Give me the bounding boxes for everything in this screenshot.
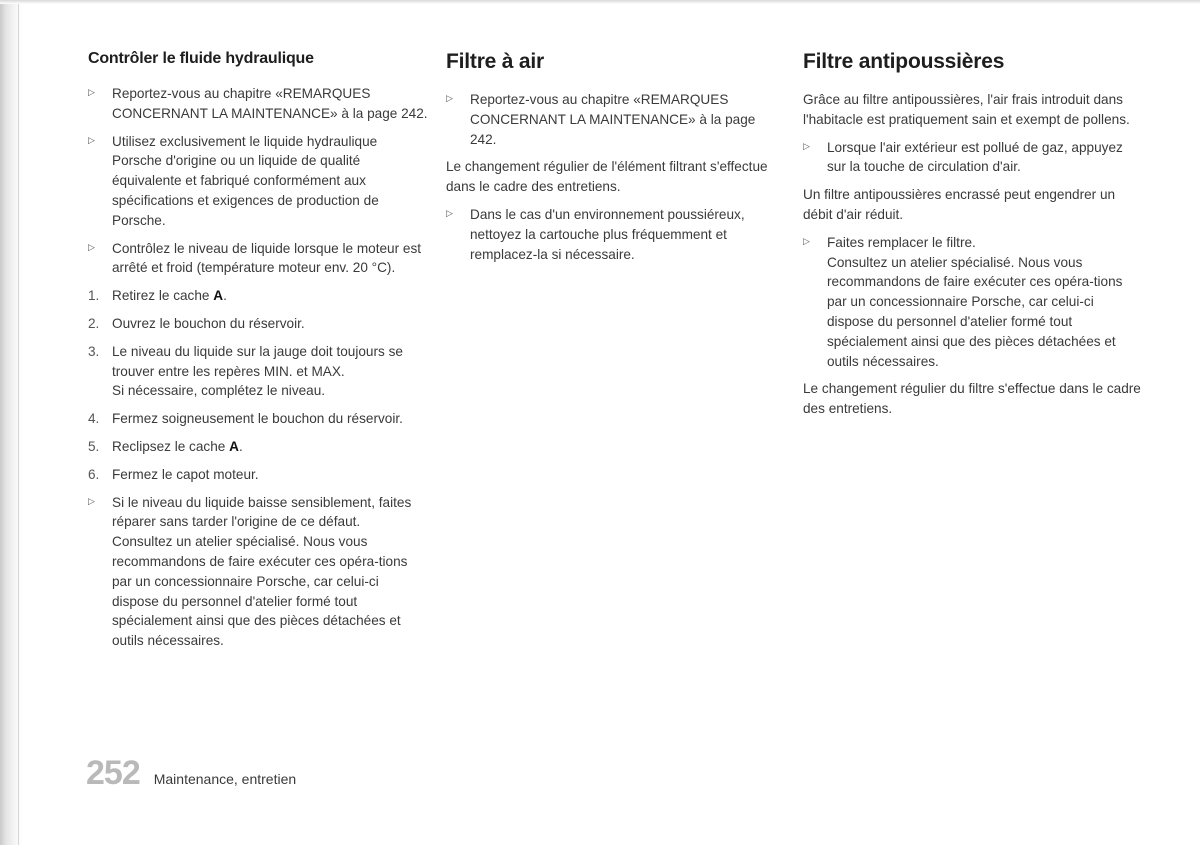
page-footer [86,750,296,790]
bullet-triangle-icon: ▷ [88,495,95,506]
bullet-continuation: Consultez un atelier spécialisé. Nous vous recommandons de faire exécuter ces opéra-tions par un concessionnaire Porsche, car celui-ci dispose du personnel d'atelier formé tout spécialement ainsi que des pièces détachées et outils nécessaires. [827,254,1123,369]
list-item [88,465,428,485]
list-item [88,409,428,429]
list-item-text: Ouvrez le bouchon du réservoir. [112,315,305,331]
list-item-text [112,286,428,306]
paragraph: Le changement régulier du filtre s'effectue dans le cadre des entretiens. [803,381,1141,417]
list-item [446,90,781,149]
bullet-triangle-icon: ▷ [803,235,810,246]
list-item [88,314,428,334]
bullet-triangle-icon: ▷ [88,134,95,145]
bullet-triangle-icon: ▷ [88,87,95,97]
column-dust-filter [803,46,1141,427]
step-number: 6. [88,466,100,482]
bullet-triangle-icon: ▷ [446,93,453,103]
paragraph: Grâce au filtre antipoussières, l'air frais introduit dans l'habitacle est pratiquement sain et exempt de pollens. [803,92,1130,127]
step-continuation: Si nécessaire, complétez le niveau. [112,383,326,399]
list-item-text [827,233,1141,372]
list-item-text: Contrôlez le niveau de liquide lorsque le moteur est arrêté et froid (température moteur env. 20 °C). [112,240,422,276]
bullet-triangle-icon: ▷ [803,140,810,151]
section-name: Maintenance, entretien [153,771,297,787]
list-item-text: Utilisez exclusivement le liquide hydraulique Porsche d'origine ou un liquide de qualité équivalente et fabriqué conformément aux spécifications et exigences de production de Porsche. [112,133,379,228]
list-item-text: Reportez-vous au chapitre «REMARQUES CONCERNANT LA MAINTENANCE» à la page 242. [112,86,428,121]
step-punct: . [223,288,227,304]
bullet-continuation: Consultez un atelier spécialisé. Nous vous recommandons de faire exécuter ces opéra-tions par un concessionnaire Porsche, car celui-ci dispose du personnel d'atelier formé tout spécialement ainsi que des pièces détachées et outils nécessaires. [112,534,408,649]
list-item-text [112,437,428,457]
page-number: 252 [86,754,140,792]
part-label: A [229,438,239,454]
heading-air-filter: Filtre à air [446,50,544,73]
bullet-triangle-icon: ▷ [446,207,453,218]
list-item [88,493,428,651]
heading-dust-filter: Filtre antipoussières [803,50,1005,73]
bullet-text: Si le niveau du liquide baisse sensiblement, faites réparer sans tarder l'origine de ce défaut. [112,494,412,530]
list-item [803,233,1141,372]
column-hydraulic-fluid [88,46,428,659]
page-binding-line [18,0,19,845]
paragraph: Le changement régulier de l'élément filtrant s'effectue dans le cadre des entretiens. [446,159,768,195]
step-number: 5. [88,438,100,454]
list-item [446,205,781,264]
list-item-text: Fermez soigneusement le bouchon du réservoir. [112,411,403,427]
list-item-text: Fermez le capot moteur. [112,466,259,482]
bullet-text: Faites remplacer le filtre. [827,234,976,250]
list-item [88,437,428,457]
paragraph: Un filtre antipoussières encrassé peut engendrer un débit d'air réduit. [803,187,1116,222]
part-label: A [213,288,224,304]
list-item [803,138,1141,178]
list-item [88,239,428,279]
column-air-filter [446,46,781,272]
step-text: Retirez le cache [112,288,214,304]
list-item-text [112,342,428,401]
list-item-text: Reportez-vous au chapitre «REMARQUES CONCERNANT LA MAINTENANCE» à la page 242. [470,92,756,147]
step-text: Le niveau du liquide sur la jauge doit toujours se trouver entre les repères MIN. et MAX. [112,343,403,379]
list-item [88,132,428,231]
page-top-shadow [0,0,1200,4]
step-number: 2. [88,315,100,331]
list-item-text: Lorsque l'air extérieur est pollué de gaz, appuyez sur la touche de circulation d'air. [827,139,1123,175]
list-item [88,342,428,401]
list-item-text: Dans le cas d'un environnement poussiéreux, nettoyez la cartouche plus fréquemment et remplacez-la si nécessaire. [470,206,745,262]
heading-hydraulic-fluid: Contrôler le fluide hydraulique [88,50,314,67]
step-number: 3. [88,343,100,359]
step-text: Reclipsez le cache [112,438,230,454]
bullet-triangle-icon: ▷ [88,241,95,252]
step-punct: . [238,438,243,454]
step-number: 1. [88,288,100,304]
list-item [88,286,428,306]
step-number: 4. [88,411,100,427]
list-item [88,84,428,124]
list-item-text [112,493,428,651]
